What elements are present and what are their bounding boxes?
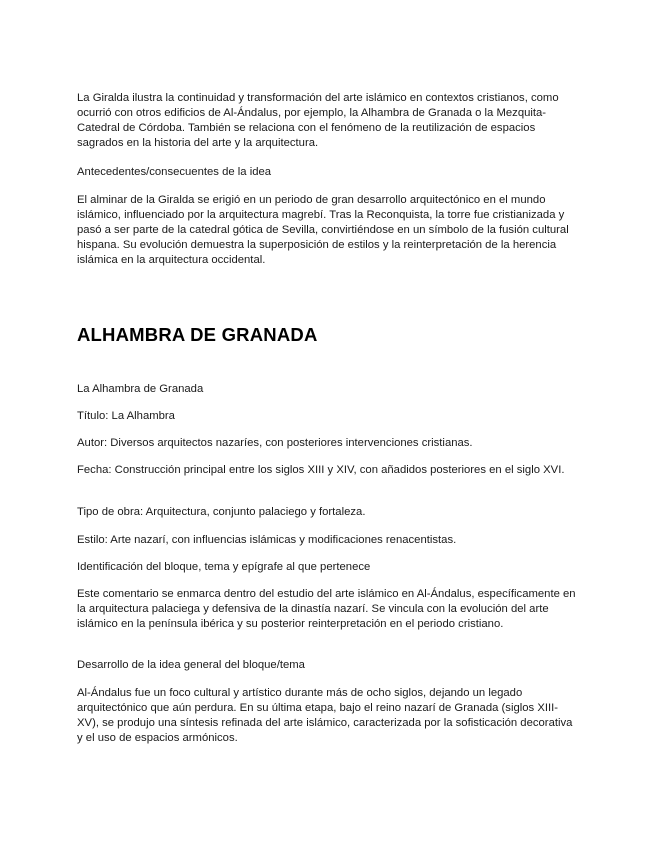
alhambra-name-line: La Alhambra de Granada: [77, 383, 204, 395]
fecha-line: Fecha: Construcción principal entre los siglos XIII y XIV, con añadidos posteriores en el siglo XVI.: [77, 464, 565, 476]
desarrollo-body-paragraph: Al-Ándalus fue un foco cultural y artístico durante más de ocho siglos, dejando un legado arquitectónico que aún perdura. En su última etapa, bajo el reino nazarí de Granada (siglos XIII-XV), se produjo una síntesis refinada del arte islámico, caracterizada por la sofisticación decorativa y el uso de espacios armónicos.: [77, 687, 573, 744]
alhambra-heading: ALHAMBRA DE GRANADA: [77, 324, 318, 345]
autor-line: Autor: Diversos arquitectos nazaríes, con posteriores intervenciones cristianas.: [77, 437, 473, 449]
titulo-line: Título: La Alhambra: [77, 410, 175, 422]
estilo-line: Estilo: Arte nazarí, con influencias islámicas y modificaciones renacentistas.: [77, 534, 457, 546]
giralda-intro-paragraph: La Giralda ilustra la continuidad y transformación del arte islámico en contextos cristianos, como ocurrió con otros edificios de Al-Ándalus, por ejemplo, la Alhambra de Granada o la Mezquita-Catedral de Córdoba. También se relaciona con el fenómeno de la reutilización de espacios sagrados en la historia del arte y la arquitectura.: [77, 92, 559, 149]
comentario-paragraph: Este comentario se enmarca dentro del estudio del arte islámico en Al-Ándalus, específicamente en la arquitectura palaciega y defensiva de la dinastía nazarí. Se vincula con la evolución del arte islámico en la península ibérica y su posterior reinterpretación en el periodo cristiano.: [77, 588, 576, 630]
tipo-obra-line: Tipo de obra: Arquitectura, conjunto palaciego y fortaleza.: [77, 506, 366, 518]
desarrollo-subheading: Desarrollo de la idea general del bloque/tema: [77, 659, 305, 671]
antecedentes-subheading: Antecedentes/consecuentes de la idea: [77, 166, 272, 178]
identificacion-subheading: Identificación del bloque, tema y epígrafe al que pertenece: [77, 561, 371, 573]
giralda-body-paragraph: El alminar de la Giralda se erigió en un periodo de gran desarrollo arquitectónico en el mundo islámico, influenciado por la arquitectura magrebí. Tras la Reconquista, la torre fue cristianizada y pasó a ser parte de la catedral gótica de Sevilla, convirtiéndose en un símbolo de la fusión cultural hispana. Su evolución demuestra la superposición de estilos y la reinterpretación de la herencia islámica en la arquitectura occidental.: [77, 194, 569, 266]
